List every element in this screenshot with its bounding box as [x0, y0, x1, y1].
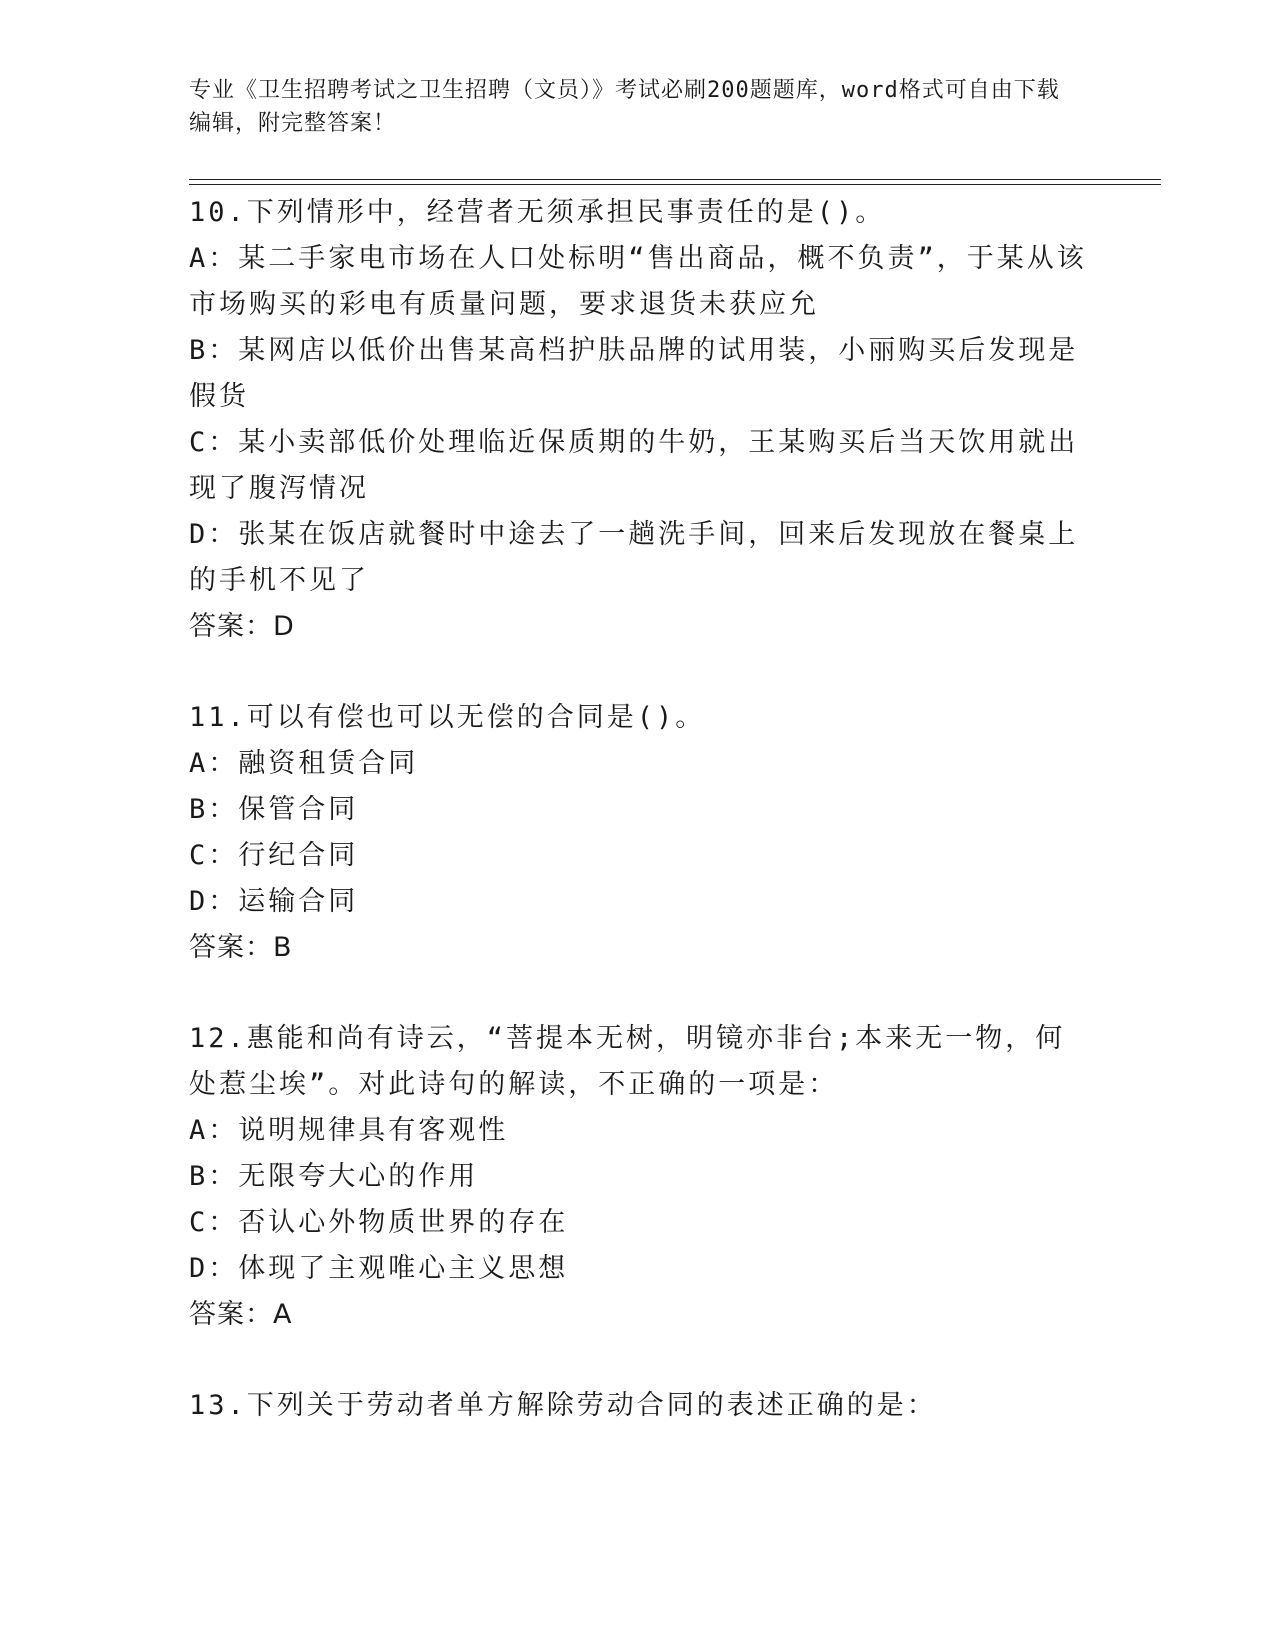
answer: 答案：B — [189, 932, 293, 963]
question-stem: 12.惠能和尚有诗云，“菩提本无树，明镜亦非台;本来无一物，何处惹尘埃”。对此诗句的解读，不正确的一项是： — [189, 1023, 1066, 1100]
option-a: A：说明规律具有客观性 — [189, 1115, 509, 1146]
document-header: 专业《卫生招聘考试之卫生招聘（文员）》考试必刷200题题库，word格式可自由下载编辑，附完整答案！ — [189, 78, 1060, 136]
answer: 答案：D — [189, 611, 295, 642]
option-c: C：行纪合同 — [189, 840, 359, 871]
option-d: D：运输合同 — [189, 886, 359, 917]
option-c: C：某小卖部低价处理临近保质期的牛奶，王某购买后当天饮用就出现了腹泻情况 — [189, 427, 1079, 504]
answer: 答案：A — [189, 1299, 293, 1330]
question-list — [189, 190, 1089, 1474]
option-a: A：某二手家电市场在人口处标明“售出商品，概不负责”，于某从该市场购买的彩电有质量问题，要求退货未获应允 — [189, 243, 1087, 320]
option-b: B：某网店以低价出售某高档护肤品牌的试用装，小丽购买后发现是假货 — [189, 335, 1079, 412]
question-10 — [189, 190, 1089, 650]
question-13 — [189, 1383, 1089, 1429]
header-divider-bottom — [189, 184, 1161, 185]
question-stem: 10.下列情形中，经营者无须承担民事责任的是()。 — [189, 197, 886, 228]
question-stem: 11.可以有偿也可以无偿的合同是()。 — [189, 702, 706, 733]
option-d: D：体现了主观唯心主义思想 — [189, 1253, 569, 1284]
option-b: B：保管合同 — [189, 794, 359, 825]
option-b: B：无限夸大心的作用 — [189, 1161, 479, 1192]
question-11 — [189, 695, 1089, 971]
option-a: A：融资租赁合同 — [189, 748, 419, 779]
question-stem: 13.下列关于劳动者单方解除劳动合同的表述正确的是： — [189, 1390, 937, 1421]
question-12 — [189, 1016, 1089, 1338]
option-c: C：否认心外物质世界的存在 — [189, 1207, 569, 1238]
option-d: D：张某在饭店就餐时中途去了一趟洗手间，回来后发现放在餐桌上的手机不见了 — [189, 519, 1079, 596]
header-divider-top — [189, 179, 1161, 180]
